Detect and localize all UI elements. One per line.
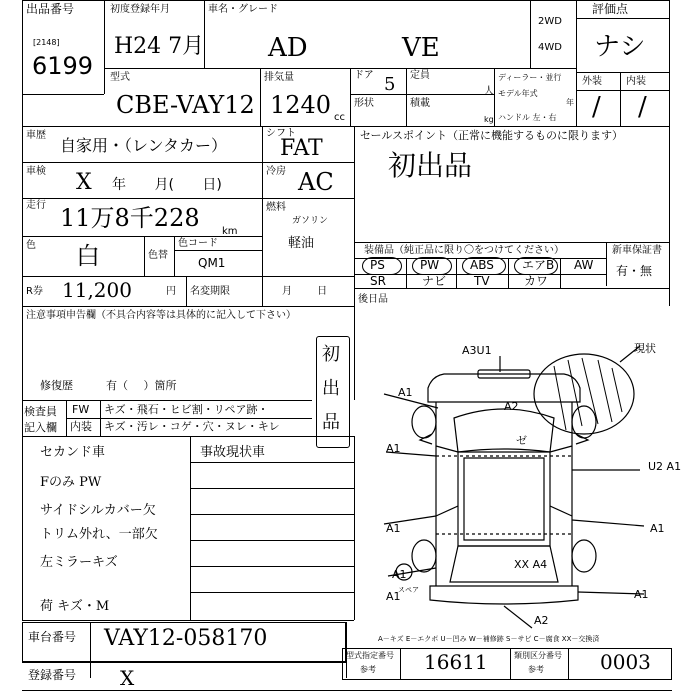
equip-tv: TV: [474, 274, 490, 288]
dmg-label-a1-rl: A1: [392, 568, 407, 581]
repair-value: 有（ ）箇所: [106, 379, 177, 392]
reg-value: X: [120, 666, 135, 690]
dmg-label-a1-rear: A1: [386, 590, 401, 603]
note-1: セカンド車: [40, 445, 106, 460]
fuel-value-1: ガソリン: [292, 216, 329, 226]
equipment-label: 装備品（純正品に限り〇をつけてください）: [364, 245, 564, 256]
equip-pw: PW: [420, 258, 440, 272]
notes-label: 注意事項申告欄（不具合内容等は具体的に記入して下さい）: [26, 310, 296, 321]
type-no-value: 16611: [424, 650, 488, 674]
color-value: 白: [76, 242, 100, 270]
inspector-row2: キズ・汚レ・コゲ・穴・ヌレ・キレ: [104, 420, 280, 433]
equip-sr: SR: [370, 274, 386, 288]
class-no-ref: 参考: [528, 665, 544, 674]
type-no-ref: 参考: [360, 665, 376, 674]
stamp-char-3: 品: [322, 412, 340, 433]
inspector-row1: キズ・飛石・ヒビ割・リペア跡・: [104, 403, 269, 416]
dmg-label-a2-rear: A2: [534, 614, 549, 627]
diagram-legend: A－キズ E－エクボ U－凹み W－補修跡 S－サビ C－腐食 XX－交換済: [378, 635, 600, 643]
car-name: AD: [268, 33, 308, 63]
note-5: 左ミラーキズ: [40, 555, 118, 570]
repair-label: 修復歴: [40, 379, 73, 392]
first-reg-value: H24 7月: [114, 34, 205, 59]
dealer-label: ディーラー・並行: [498, 73, 562, 82]
color-label: 色: [26, 240, 36, 251]
inspector-fw: FW: [72, 403, 90, 416]
first-reg-label: 初度登録年月: [110, 4, 170, 15]
dmg-label-a1-ml: A1: [386, 522, 401, 535]
model-value: CBE-VAY12: [116, 91, 255, 119]
dmg-label-a2-front: A2: [504, 400, 519, 413]
color-code-label: 色コード: [178, 238, 218, 249]
lot-sub: [2148]: [33, 38, 60, 47]
warranty-label: 新車保証書: [612, 245, 662, 256]
chassis-label: 車台番号: [28, 630, 77, 644]
dmg-label-genjo: 現状: [634, 342, 656, 355]
mileage-unit: km: [222, 226, 238, 237]
displacement-value: 1240: [270, 91, 332, 119]
car-damage-diagram: [354, 306, 682, 640]
class-no-label: 類別区分番号: [514, 651, 562, 660]
dmg-label-a1-l: A1: [386, 442, 401, 455]
lot-label: 出品番号: [26, 2, 75, 16]
note-6: 荷 キズ・M: [40, 599, 110, 614]
recycle-unit: 円: [166, 286, 176, 297]
recycle-label: R券: [26, 286, 43, 297]
equip-ps: PS: [370, 258, 385, 272]
name-change-format: 月 日: [282, 286, 328, 297]
equip-aw: AW: [574, 258, 594, 272]
note-2: Fのみ PW: [40, 475, 102, 490]
load-unit: kg: [484, 115, 494, 124]
interior-label: 内装: [626, 76, 646, 87]
rating-label: 評価点: [592, 2, 629, 16]
note-3: サイドシルカバー欠: [40, 503, 156, 518]
inspection-format: 年 月( 日): [112, 177, 222, 193]
dmg-label-xxa4: XX A4: [514, 558, 548, 571]
grade: VE: [402, 33, 440, 63]
ac-label: 冷房: [266, 166, 286, 177]
inspection-value: X: [76, 170, 92, 195]
recycle-value: 11,200: [62, 278, 132, 302]
handle-label: ハンドル 左・右: [498, 113, 557, 122]
rating-value: ナシ: [594, 32, 646, 62]
equip-abs: ABS: [470, 258, 494, 272]
dmg-label-u2a1: U2 A1: [648, 460, 682, 473]
interior-value: /: [638, 92, 647, 122]
model-label: 型式: [110, 72, 130, 83]
type-no-label: 型式指定番号: [346, 651, 394, 660]
reg-label: 登録番号: [28, 668, 77, 682]
capacity-unit: 人: [484, 86, 494, 97]
car-label: 車名・グレード: [208, 4, 278, 15]
model-year-unit: 年: [566, 98, 574, 107]
load-label: 積載: [410, 98, 430, 109]
color-change-label: 色替: [148, 250, 168, 261]
after-label: 後日品: [358, 294, 388, 305]
displacement-unit: cc: [334, 112, 345, 123]
sales-point-label: セールスポイント（正常に機能するものに限ります）: [360, 129, 624, 142]
note-4: トリム外れ、一部欠: [40, 527, 158, 542]
dmg-label-a1-rr: A1: [634, 588, 649, 601]
drive-2wd: 2WD: [538, 16, 562, 27]
doors-value: 5: [384, 74, 396, 95]
shape-label: 形状: [354, 98, 374, 109]
chassis-value: VAY12-058170: [104, 626, 268, 651]
mileage-label: 走行: [26, 200, 46, 211]
shift-value: FAT: [280, 136, 323, 161]
usage-label: 車歴: [26, 130, 46, 141]
inspector-inner: 内装: [70, 420, 92, 433]
exterior-value: /: [592, 92, 601, 122]
mileage-value: 11万8千228: [60, 204, 200, 232]
drive-4wd: 4WD: [538, 42, 562, 53]
capacity-label: 定員: [410, 70, 430, 81]
lot-number: 6199: [32, 52, 94, 80]
shift-label: シフト: [266, 128, 296, 139]
stamp-char-1: 初: [322, 344, 340, 365]
ac-value: AC: [298, 168, 334, 196]
fuel-label: 燃料: [266, 202, 286, 213]
dmg-label-ze: ゼ: [516, 434, 527, 447]
class-no-value: 0003: [600, 650, 651, 674]
sales-point-value: 初出品: [388, 149, 473, 182]
dmg-label-a3u1: A3U1: [462, 344, 492, 357]
inspector-label: 検査員記入欄: [24, 405, 57, 434]
color-code-value: QM1: [198, 256, 226, 270]
usage-value: 自家用・（レンタカー）: [60, 136, 227, 155]
displacement-label: 排気量: [264, 72, 294, 83]
stamp-char-2: 出: [322, 378, 340, 399]
model-year-label: モデル年式: [498, 89, 538, 98]
exterior-label: 外装: [582, 76, 602, 87]
note-right-1: 事故現状車: [200, 445, 266, 460]
spare-label: スペア: [398, 586, 419, 594]
doors-label: ドア: [354, 70, 374, 81]
equip-airbag: エアB: [522, 258, 555, 272]
equip-navi: ナビ: [422, 274, 447, 288]
inspection-label: 車検: [26, 166, 46, 177]
fuel-value-2: 軽油: [288, 236, 315, 251]
name-change-label: 名変期限: [190, 286, 230, 297]
dmg-label-a1-mr: A1: [650, 522, 665, 535]
warranty-value: 有・無: [616, 264, 653, 278]
equip-kawa: カワ: [524, 274, 549, 288]
dmg-label-a1-fl: A1: [398, 386, 413, 399]
